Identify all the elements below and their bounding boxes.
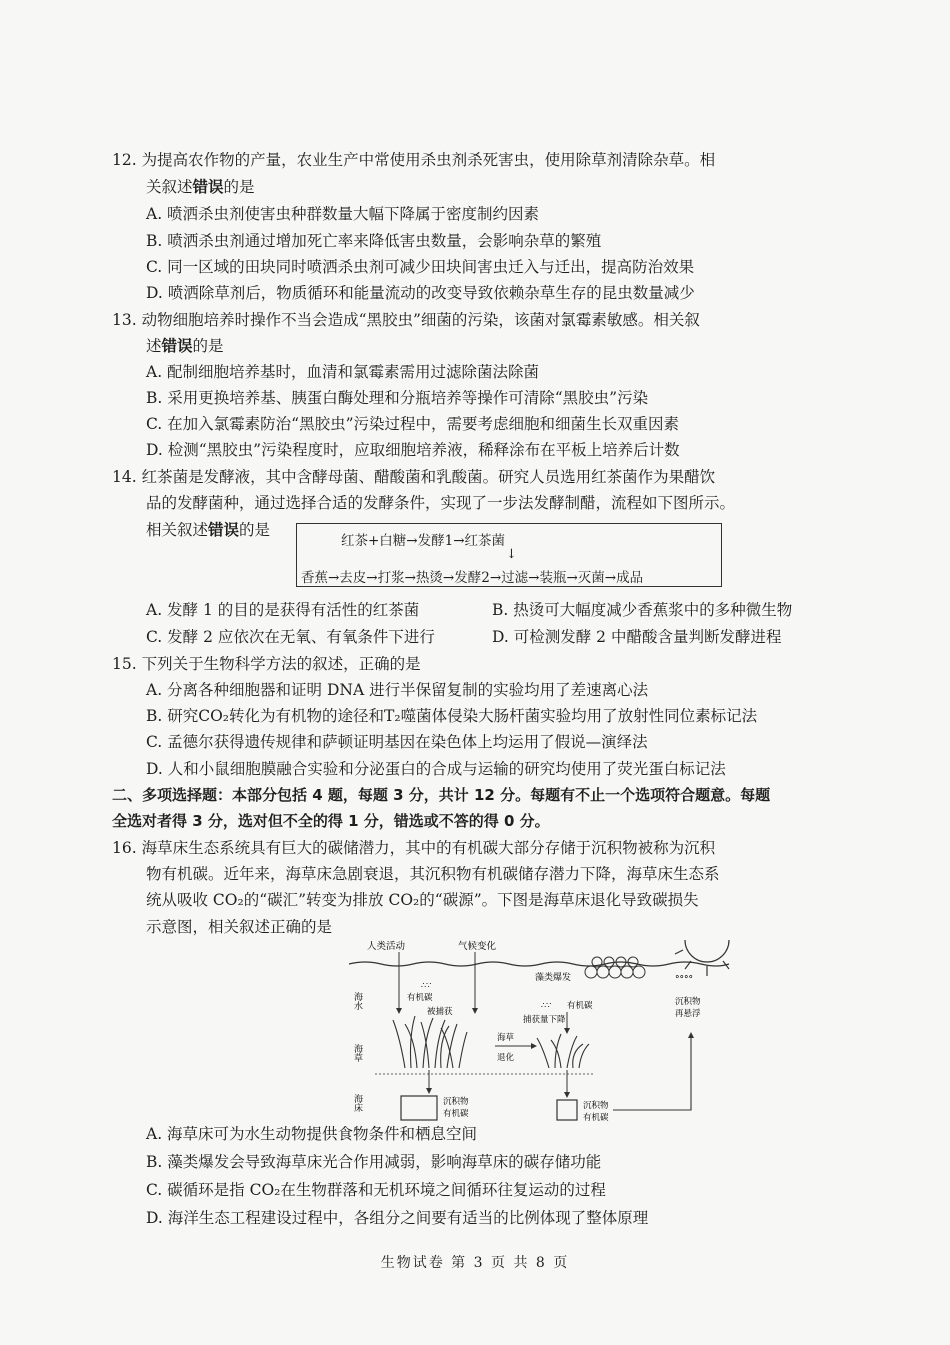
water-surface	[349, 962, 729, 966]
label-sediment-2a: 沉积物	[583, 1101, 609, 1111]
q12-option-b: B. 喷洒杀虫剂通过增加死亡率来降低害虫数量，会影响杂草的繁殖	[146, 232, 602, 250]
q12-stem-line1: 12. 为提高农作物的产量，农业生产中常使用杀虫剂杀死害虫，使用除草剂清除杂草。相	[112, 151, 716, 169]
q14-option-d: D. 可检测发酵 2 中醋酸含量判断发酵进程	[492, 628, 782, 646]
q13-stem-line2: 述错误的是	[146, 336, 224, 355]
label-sediment-2b: 有机碳	[583, 1113, 609, 1123]
sediment-box-2	[557, 1100, 577, 1120]
q13-stem-line1: 13. 动物细胞培养时操作不当会造成“黑胶虫”细菌的污染，该菌对氯霉素敏感。相关叙	[112, 311, 700, 329]
q13-option-b: B. 采用更换培养基、胰蛋白酶处理和分瓶培养等操作可清除“黑胶虫”污染	[146, 389, 649, 407]
q15-option-c: C. 孟德尔获得遗传规律和萨顿证明基因在染色体上均运用了假说—演绎法	[146, 733, 648, 751]
healthy-seagrass-icon	[393, 1016, 467, 1068]
q15-option-a: A. 分离各种细胞器和证明 DNA 进行半保留复制的实验均用了差速离心法	[146, 681, 649, 699]
label-resuspend-a: 沉积物	[675, 997, 701, 1007]
emphasis-wrong: 错误	[192, 177, 224, 196]
q12-option-c: C. 同一区域的田块同时喷洒杀虫剂可减少田块间害虫迁入与迁出，提高防治效果	[146, 258, 695, 276]
label-resuspend-b: 再悬浮	[675, 1009, 701, 1019]
particle-icon: ∴∵	[541, 1001, 552, 1010]
label-seabed: 海床	[352, 1094, 362, 1112]
q12-option-d: D. 喷洒除草剂后，物质循环和能量流动的改变导致依赖杂草生存的昆虫数量减少	[146, 284, 695, 302]
particle-icon: ∴∵	[421, 981, 432, 990]
q14-option-a: A. 发酵 1 的目的是获得有活性的红茶菌	[146, 601, 420, 619]
q16-option-a: A. 海草床可为水生动物提供食物条件和栖息空间	[146, 1125, 478, 1143]
seagrass-carbon-diagram	[345, 928, 735, 1128]
degraded-seagrass-icon	[537, 1034, 589, 1068]
q16-stem-line4: 示意图，相关叙述正确的是	[146, 918, 333, 936]
q14-stem-line2: 品的发酵菌种，通过选择合适的发酵条件，实现了一步法发酵制醋，流程如下图所示。	[146, 494, 736, 512]
q13-option-a: A. 配制细胞培养基时，血清和氯霉素需用过滤除菌法除菌	[146, 363, 540, 381]
q16-stem-line2: 物有机碳。近年来，海草床急剧衰退，其沉积物有机碳储存潜力下降，海草床生态系	[146, 865, 720, 883]
q16-option-c: C. 碳循环是指 CO₂在生物群落和无机环境之间循环往复运动的过程	[146, 1181, 606, 1199]
q12-stem-line2: 关叙述错误的是	[146, 177, 255, 196]
page-footer: 生物试卷 第 3 页 共 8 页	[380, 1255, 570, 1271]
q14-stem-line1: 14. 红茶菌是发酵液，其中含酵母菌、醋酸菌和乳酸菌。研究人员选用红茶菌作为果醋饮	[112, 468, 716, 486]
q13-option-d: D. 检测“黑胶虫”污染程度时，应取细胞培养液，稀释涂布在平板上培养后计数	[146, 441, 680, 459]
q15-option-d: D. 人和小鼠细胞膜融合实验和分泌蛋白的合成与运输的研究均使用了荧光蛋白标记法	[146, 760, 726, 778]
label-sediment-1a: 沉积物	[443, 1097, 469, 1107]
q14-option-b: B. 热烫可大幅度减少香蕉浆中的多种微生物	[492, 601, 793, 619]
label-organic-carbon-1: 有机碳	[407, 993, 433, 1003]
algae-icon	[585, 957, 645, 978]
q16-option-b: B. 藻类爆发会导致海草床光合作用减弱，影响海草床的碳存储功能	[146, 1153, 602, 1171]
down-arrow-icon: ↓	[506, 547, 517, 562]
section2-header-line2: 全选对者得 3 分，选对但不全的得 1 分，错选或不答的得 0 分。	[112, 812, 550, 830]
emphasis-wrong: 错误	[161, 336, 193, 355]
label-organic-carbon-2: 有机碳	[567, 1001, 593, 1011]
label-degrade-b: 退化	[497, 1053, 515, 1063]
arrow-resuspend-loop	[613, 1038, 691, 1110]
label-captured: 被捕获	[427, 1007, 453, 1017]
section2-header-line1: 二、多项选择题：本部分包括 4 题，每题 3 分，共计 12 分。每题有不止一个选项符合题意。每题	[112, 786, 771, 804]
label-degrade-a: 海草	[497, 1033, 515, 1043]
label-seagrass: 海草	[352, 1044, 362, 1062]
emphasis-wrong: 错误	[208, 520, 240, 539]
label-algae-bloom: 藻类爆发	[535, 973, 572, 983]
q16-stem-line1: 16. 海草床生态系统具有巨大的碳储潜力，其中的有机碳大部分存储于沉积物被称为沉积	[112, 839, 716, 857]
label-capture-down: 捕获量下降	[523, 1015, 566, 1025]
q14-flowchart	[296, 523, 722, 587]
label-sea-water: 海水	[352, 992, 362, 1010]
q15-option-b: B. 研究CO₂转化为有机物的途径和T₂噬菌体侵染大肠杆菌实验均用了放射性同位素标记法	[146, 707, 758, 725]
sediment-box-1	[401, 1096, 437, 1120]
label-climate-change: 气候变化	[458, 941, 497, 952]
q16-stem-line3: 统从吸收 CO₂的“碳汇”转变为排放 CO₂的“碳源”。下图是海草床退化导致碳损失	[146, 891, 699, 909]
q15-stem: 15. 下列关于生物科学方法的叙述，正确的是	[112, 655, 421, 673]
q12-option-a: A. 喷洒杀虫剂使害虫种群数量大幅下降属于密度制约因素	[146, 205, 540, 223]
q14-stem-line3: 相关叙述错误的是	[146, 520, 271, 539]
q13-option-c: C. 在加入氯霉素防治“黑胶虫”污染过程中，需要考虑细胞和细菌生长双重因素	[146, 415, 680, 433]
sun-icon	[675, 940, 729, 976]
q14-option-c: C. 发酵 2 应依次在无氧、有氧条件下进行	[146, 628, 435, 646]
particle-cluster-icon: °°°°	[675, 975, 693, 985]
q16-option-d: D. 海洋生态工程建设过程中，各组分之间要有适当的比例体现了整体原理	[146, 1209, 649, 1227]
label-human-activity: 人类活动	[367, 941, 406, 952]
label-sediment-1b: 有机碳	[443, 1109, 469, 1119]
flow-row-2: 香蕉→去皮→打浆→热烫→发酵2→过滤→装瓶→灭菌→成品	[301, 570, 644, 586]
flow-row-1: 红茶+白糖→发酵1→红茶菌	[341, 533, 506, 549]
